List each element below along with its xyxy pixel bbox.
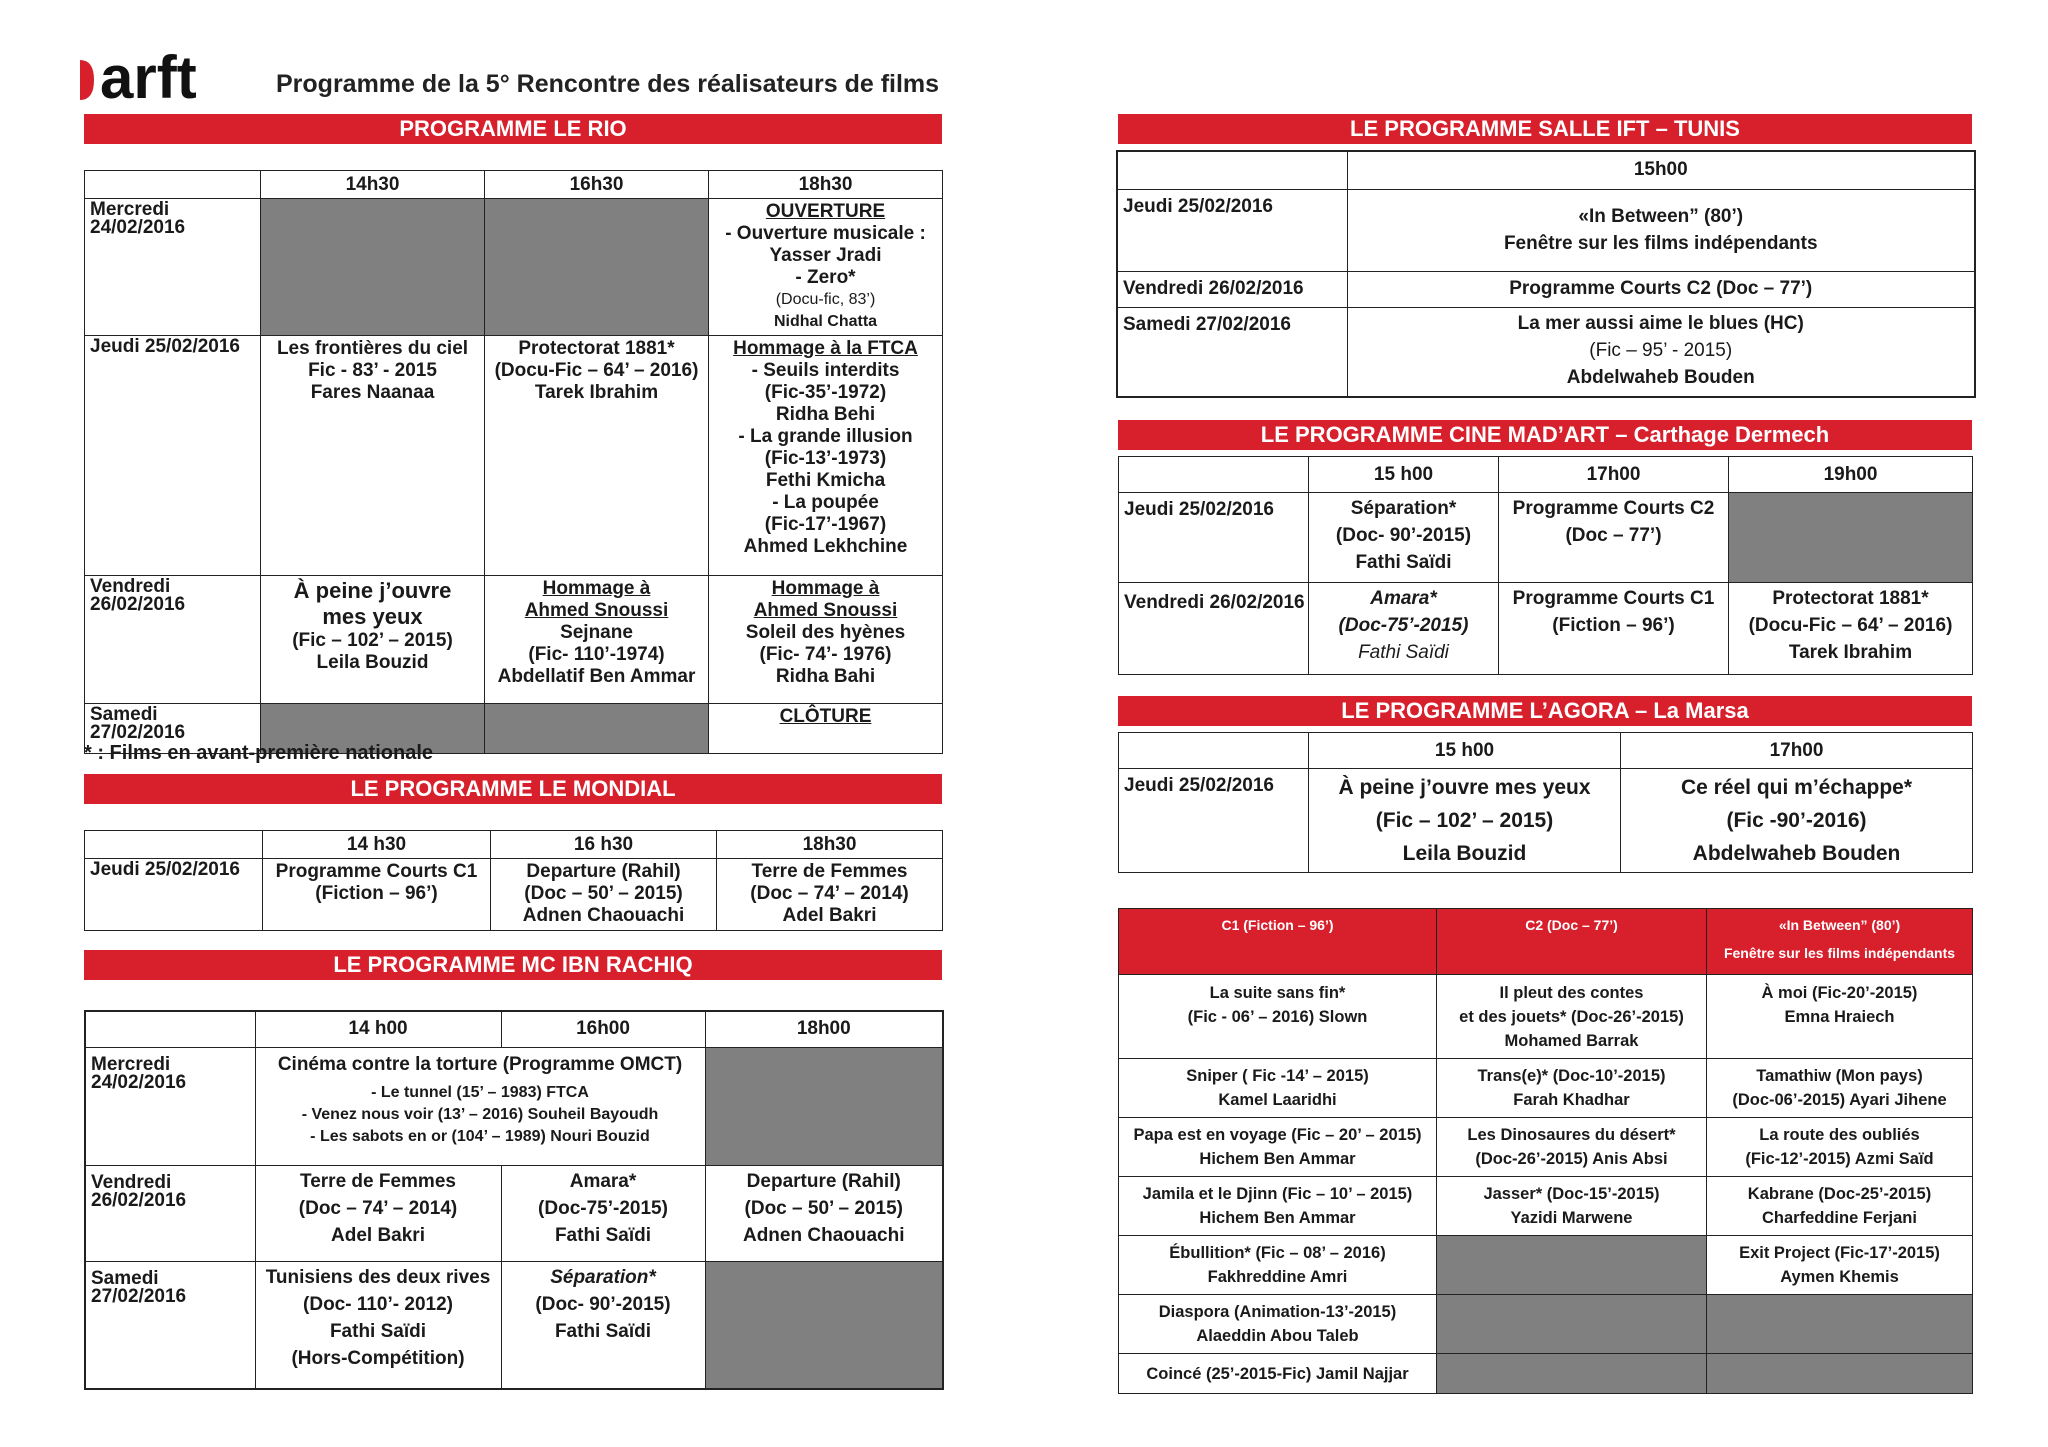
short-film-cell [1119, 975, 1437, 1059]
cell-line: Terre de Femmes [751, 861, 908, 882]
cell-line: (Doc – 50’ – 2015) [524, 883, 683, 904]
cell-line: Fathi Saïdi [1358, 642, 1449, 663]
cell-line: (Fic-12’-2015) Azmi Saïd [1745, 1150, 1934, 1168]
cell-line: (Doc – 74’ – 2014) [750, 883, 909, 904]
cell-line: «In Between” (80’) [1578, 206, 1744, 227]
cell-line: Ahmed Snoussi [524, 600, 669, 621]
agora-heading: LE PROGRAMME L’AGORA – La Marsa [1118, 696, 1972, 726]
screening-cell [1309, 769, 1621, 873]
empty-slot [1437, 1295, 1707, 1354]
empty-slot [705, 1047, 943, 1165]
cell-line: Ahmed Snoussi [753, 600, 898, 621]
screening-cell [255, 1165, 501, 1261]
time-header: 15h00 [1347, 151, 1975, 189]
cell-line: Departure (Rahil) [746, 1170, 901, 1192]
cell-line: (Fiction – 96’) [315, 883, 438, 904]
cell-line: À peine j’ouvre [293, 578, 452, 603]
cell-line: Abdelwaheb Bouden [1692, 842, 1901, 865]
day-label: Samedi 27/02/2016 [1117, 307, 1347, 397]
short-film-cell [1119, 1118, 1437, 1177]
day-label: Jeudi 25/02/2016 [85, 336, 261, 576]
arft-logo [80, 52, 266, 108]
screening-cell [261, 576, 485, 704]
cell-line: (Doc- 110’- 2012) [303, 1293, 453, 1315]
empty-slot [705, 1261, 943, 1389]
time-header: 14 h00 [255, 1011, 501, 1047]
cell-line: La suite sans fin* [1209, 984, 1346, 1002]
day-label: Samedi 27/02/2016 [85, 1261, 255, 1389]
cell-line: (Fic-13’-1973) [764, 448, 887, 469]
cell-line: À moi (Fic-20’-2015) [1761, 984, 1918, 1002]
cell-line: Ridha Bahi [775, 666, 876, 687]
cell-line: À peine j’ouvre mes yeux [1338, 776, 1591, 799]
cell-line: (Doc-75’-2015) [1338, 615, 1469, 636]
short-film-cell [1119, 1295, 1437, 1354]
time-header: 14h30 [261, 171, 485, 199]
cell-line: Fathi Saïdi [1355, 552, 1452, 573]
cell-line: (Fic -90’-2016) [1726, 809, 1867, 832]
time-header: 14 h30 [263, 831, 491, 859]
header-line: Fenêtre sur les films indépendants [1723, 945, 1956, 961]
screening-cell [501, 1165, 705, 1261]
screening-cell [1309, 493, 1499, 583]
cell-line: Terre de Femmes [300, 1170, 456, 1192]
short-film-cell [1119, 1236, 1437, 1295]
short-film-cell [1707, 1177, 1973, 1236]
header-line: C1 (Fiction – 96’) [1221, 917, 1334, 933]
time-empty-header [1117, 151, 1347, 189]
cell-line: - La grande illusion [738, 426, 913, 447]
cell-line: Yasser Jradi [769, 245, 882, 266]
day-label: Mercredi 24/02/2016 [85, 199, 261, 336]
cell-line: (Fic – 102’ – 2015) [1375, 809, 1554, 832]
cell-line: Jamila et le Djinn (Fic – 10’ – 2015) [1142, 1185, 1413, 1203]
short-film-cell [1437, 1059, 1707, 1118]
cell-line: - Les sabots en or (104’ – 1989) Nouri Bouzid [310, 1127, 650, 1145]
empty-slot [1437, 1236, 1707, 1295]
screening-cell [709, 704, 943, 754]
cell-line: - Le tunnel (15’ – 1983) FTCA [371, 1083, 589, 1101]
cell-line: Hommage à [542, 578, 651, 599]
cell-line: Sejnane [560, 622, 633, 643]
screening-cell [255, 1047, 705, 1165]
short-film-cell [1119, 1354, 1437, 1394]
screening-cell [1347, 271, 1975, 307]
empty-slot [1707, 1354, 1973, 1394]
cell-line: Coincé (25’-2015-Fic) Jamil Najjar [1146, 1364, 1409, 1383]
cell-line: Fethi Kmicha [765, 470, 886, 491]
cell-line: (Docu-Fic – 64’ – 2016) [1748, 615, 1953, 636]
short-film-cell [1437, 1177, 1707, 1236]
cell-line: (Doc-26’-2015) Anis Absi [1475, 1150, 1668, 1168]
empty-slot [1729, 493, 1973, 583]
rio-heading: PROGRAMME LE RIO [84, 114, 942, 144]
madart-table [1118, 456, 1973, 675]
time-empty-header [1119, 457, 1309, 493]
day-label: Vendredi 26/02/2016 [85, 576, 261, 704]
cell-line: Charfeddine Ferjani [1762, 1209, 1917, 1227]
time-empty-header [85, 171, 261, 199]
cell-line: Tarek Ibrahim [534, 382, 659, 403]
header-line: «In Between” (80’) [1778, 917, 1901, 933]
cell-line: (Doc – 77’) [1565, 525, 1662, 546]
cell-line: Tamathiw (Mon pays) [1756, 1067, 1923, 1085]
cell-line: Adnen Chaouachi [522, 905, 685, 926]
cell-line: (Docu-fic, 83’) [775, 291, 876, 308]
screening-cell [717, 859, 943, 931]
cell-line: (Docu-Fic – 64’ – 2016) [494, 360, 699, 381]
premiere-note: * : Films en avant-première nationale [84, 742, 433, 764]
cell-line: Yazidi Marwene [1510, 1209, 1633, 1227]
cell-line: Aymen Khemis [1780, 1268, 1899, 1286]
time-header: 18h30 [709, 171, 943, 199]
cell-line: La mer aussi aime le blues (HC) [1517, 312, 1804, 334]
screening-cell [1347, 307, 1975, 397]
day-label: Jeudi 25/02/2016 [1119, 493, 1309, 583]
cell-line: mes yeux [322, 604, 423, 629]
cell-line: Adnen Chaouachi [742, 1224, 905, 1246]
cell-line: - Venez nous voir (13’ – 2016) Souheil Bayoudh [301, 1105, 659, 1123]
cell-line: Jasser* (Doc-15’-2015) [1483, 1185, 1660, 1203]
time-header: 16h30 [485, 171, 709, 199]
screening-cell [263, 859, 491, 931]
cell-line: Ébullition* (Fic – 08’ – 2016) [1169, 1244, 1386, 1262]
cell-line: - Ouverture musicale : [725, 223, 926, 244]
cell-line: Departure (Rahil) [526, 861, 681, 882]
document-title: Programme de la 5° Rencontre des réalisateurs de films [276, 70, 940, 98]
time-header: 15 h00 [1309, 733, 1621, 769]
madart-heading: LE PROGRAMME CINE MAD’ART – Carthage Dermech [1118, 420, 1972, 450]
screening-cell [255, 1261, 501, 1389]
cell-line: Abdelwaheb Bouden [1566, 366, 1755, 388]
screening-cell [1309, 583, 1499, 675]
cell-line: Cinéma contre la torture (Programme OMCT) [277, 1053, 683, 1075]
cell-line: Fares Naanaa [310, 382, 435, 403]
screening-cell [261, 336, 485, 576]
cell-line: Fathi Saïdi [554, 1320, 652, 1342]
time-header: 18h30 [717, 831, 943, 859]
day-label: Jeudi 25/02/2016 [85, 859, 263, 931]
cell-line: Leila Bouzid [1402, 842, 1527, 865]
cell-line: Les Dinosaures du désert* [1467, 1126, 1676, 1144]
cell-line: Diaspora (Animation-13’-2015) [1158, 1303, 1397, 1321]
short-film-cell [1119, 1177, 1437, 1236]
cell-line: Nidhal Chatta [773, 313, 878, 330]
cell-line: Sniper ( Fic -14’ – 2015) [1186, 1067, 1369, 1085]
cell-line: Ce réel qui m’échappe* [1680, 776, 1913, 799]
cell-line: (Fic- 110’-1974) [528, 644, 665, 665]
cell-line: (Doc-75’-2015) [538, 1197, 668, 1219]
cell-line: (Fiction – 96’) [1552, 615, 1675, 636]
cell-line: Mohamed Barrak [1504, 1032, 1639, 1050]
shorts-table [1118, 908, 1973, 1394]
screening-cell [1729, 583, 1973, 675]
day-label: Samedi 27/02/2016 [85, 704, 261, 754]
screening-cell [705, 1165, 943, 1261]
programme-header-c1 [1119, 909, 1437, 975]
short-film-cell [1119, 1059, 1437, 1118]
cell-line: (Doc- 90’-2015) [1335, 525, 1472, 546]
cell-line: Farah Khadhar [1513, 1091, 1630, 1109]
cell-line: OUVERTURE [765, 201, 886, 222]
cell-line: Programme Courts C2 [1512, 498, 1715, 519]
screening-cell [709, 576, 943, 704]
screening-cell [491, 859, 717, 931]
cell-line: Hommage à la FTCA [733, 338, 918, 359]
time-empty-header [85, 831, 263, 859]
cell-line: (Doc-06’-2015) Ayari Jihene [1732, 1091, 1947, 1109]
screening-cell [485, 336, 709, 576]
empty-slot [485, 704, 709, 754]
programme-header-c2 [1437, 909, 1707, 975]
cell-line: Kamel Laaridhi [1218, 1091, 1337, 1109]
cell-line: Séparation* [550, 1266, 656, 1288]
cell-line: (Fic – 95’ - 2015) [1589, 339, 1733, 361]
time-header: 15 h00 [1309, 457, 1499, 493]
ift-heading: LE PROGRAMME SALLE IFT – TUNIS [1118, 114, 1972, 144]
cell-line: Fenêtre sur les films indépendants [1503, 233, 1818, 254]
day-label: Jeudi 25/02/2016 [1117, 189, 1347, 271]
cell-line: Kabrane (Doc-25’-2015) [1747, 1185, 1932, 1203]
cell-line: Abdellatif Ben Ammar [497, 666, 696, 687]
ift-table [1116, 150, 1976, 398]
cell-line: Papa est en voyage (Fic – 20’ – 2015) [1133, 1126, 1422, 1144]
screening-cell [1621, 769, 1973, 873]
cell-line: Fathi Saïdi [554, 1224, 652, 1246]
cell-line: Programme Courts C2 (Doc – 77’) [1509, 278, 1813, 299]
mondial-heading: LE PROGRAMME LE MONDIAL [84, 774, 942, 804]
cell-line: (Hors-Compétition) [291, 1347, 465, 1369]
short-film-cell [1707, 975, 1973, 1059]
cell-line: CLÔTURE [779, 706, 872, 727]
screening-cell [1499, 493, 1729, 583]
cell-line: Séparation* [1350, 498, 1457, 519]
cell-line: - Seuils interdits [751, 360, 900, 381]
cell-line: Hichem Ben Ammar [1199, 1209, 1356, 1227]
short-film-cell [1437, 975, 1707, 1059]
cell-line: Programme Courts C1 [275, 861, 478, 882]
cell-line: La route des oubliés [1759, 1126, 1920, 1144]
cell-line: Protectorat 1881* [1772, 588, 1929, 609]
cell-line: Hichem Ben Ammar [1199, 1150, 1356, 1168]
cell-line: Fic - 83’ - 2015 [308, 360, 437, 381]
cell-line: Tunisiens des deux rives [265, 1266, 491, 1288]
short-film-cell [1707, 1118, 1973, 1177]
day-label: Mercredi 24/02/2016 [85, 1047, 255, 1165]
screening-cell [501, 1261, 705, 1389]
empty-slot [1437, 1354, 1707, 1394]
empty-slot [1707, 1295, 1973, 1354]
header-line: C2 (Doc – 77’) [1525, 917, 1618, 933]
svg-text:arft: arft [100, 52, 197, 108]
day-label: Vendredi 26/02/2016 [1117, 271, 1347, 307]
cell-line: et des jouets* (Doc-26’-2015) [1459, 1008, 1684, 1026]
short-film-cell [1437, 1118, 1707, 1177]
cell-line: (Doc – 50’ – 2015) [744, 1197, 903, 1219]
short-film-cell [1707, 1236, 1973, 1295]
cell-line: (Doc- 90’-2015) [535, 1293, 671, 1315]
day-label: Jeudi 25/02/2016 [1119, 769, 1309, 873]
cell-line: Exit Project (Fic-17’-2015) [1739, 1244, 1940, 1262]
cell-line: Emna Hraiech [1784, 1008, 1895, 1026]
cell-line: Programme Courts C1 [1512, 588, 1715, 609]
rio-table [84, 170, 943, 754]
cell-line: - La poupée [772, 492, 879, 513]
time-empty-header [85, 1011, 255, 1047]
cell-line: Trans(e)* (Doc-10’-2015) [1477, 1067, 1666, 1085]
cell-line: Tarek Ibrahim [1788, 642, 1913, 663]
cell-line: Hommage à [771, 578, 880, 599]
cell-line: (Fic- 74’- 1976) [759, 644, 892, 665]
cell-line: Alaeddin Abou Taleb [1196, 1327, 1359, 1345]
cell-line: Les frontières du ciel [276, 338, 469, 359]
day-label: Vendredi 26/02/2016 [1119, 583, 1309, 675]
empty-slot [261, 199, 485, 336]
cell-line: (Fic-17’-1967) [764, 514, 887, 535]
time-header: 19h00 [1729, 457, 1973, 493]
cell-line: Ahmed Lekhchine [743, 536, 908, 557]
short-film-cell [1707, 1059, 1973, 1118]
screening-cell [709, 199, 943, 336]
cell-line: Fathi Saïdi [329, 1320, 427, 1342]
cell-line: (Doc – 74’ – 2014) [298, 1197, 458, 1219]
time-header: 18h00 [705, 1011, 943, 1047]
cell-line: Amara* [569, 1170, 637, 1192]
time-header: 17h00 [1621, 733, 1973, 769]
screening-cell [485, 576, 709, 704]
time-header: 17h00 [1499, 457, 1729, 493]
cell-line: Ridha Behi [775, 404, 876, 425]
cell-line: - Zero* [795, 267, 856, 288]
cell-line: (Fic - 06’ – 2016) Slown [1187, 1008, 1368, 1026]
cell-line: Il pleut des contes [1499, 984, 1644, 1002]
cell-line: Amara* [1370, 588, 1437, 609]
cell-line: Adel Bakri [331, 1224, 425, 1246]
time-empty-header [1119, 733, 1309, 769]
programme-header-in-between [1707, 909, 1973, 975]
mc-heading: LE PROGRAMME MC IBN RACHIQ [84, 950, 942, 980]
cell-line: Fakhreddine Amri [1207, 1268, 1348, 1286]
screening-cell [709, 336, 943, 576]
cell-line: (Fic-35’-1972) [764, 382, 887, 403]
agora-table [1118, 732, 1973, 873]
time-header: 16h00 [501, 1011, 705, 1047]
cell-line: Soleil des hyènes [745, 622, 906, 643]
empty-slot [485, 199, 709, 336]
cell-line: Protectorat 1881* [518, 338, 675, 359]
cell-line: Leila Bouzid [316, 652, 429, 673]
mondial-table [84, 830, 943, 931]
screening-cell [1347, 189, 1975, 271]
mc-table [84, 1010, 944, 1390]
cell-line: Adel Bakri [782, 905, 877, 926]
day-label: Vendredi 26/02/2016 [85, 1165, 255, 1261]
time-header: 16 h30 [491, 831, 717, 859]
cell-line: (Fic – 102’ – 2015) [292, 630, 453, 651]
screening-cell [1499, 583, 1729, 675]
